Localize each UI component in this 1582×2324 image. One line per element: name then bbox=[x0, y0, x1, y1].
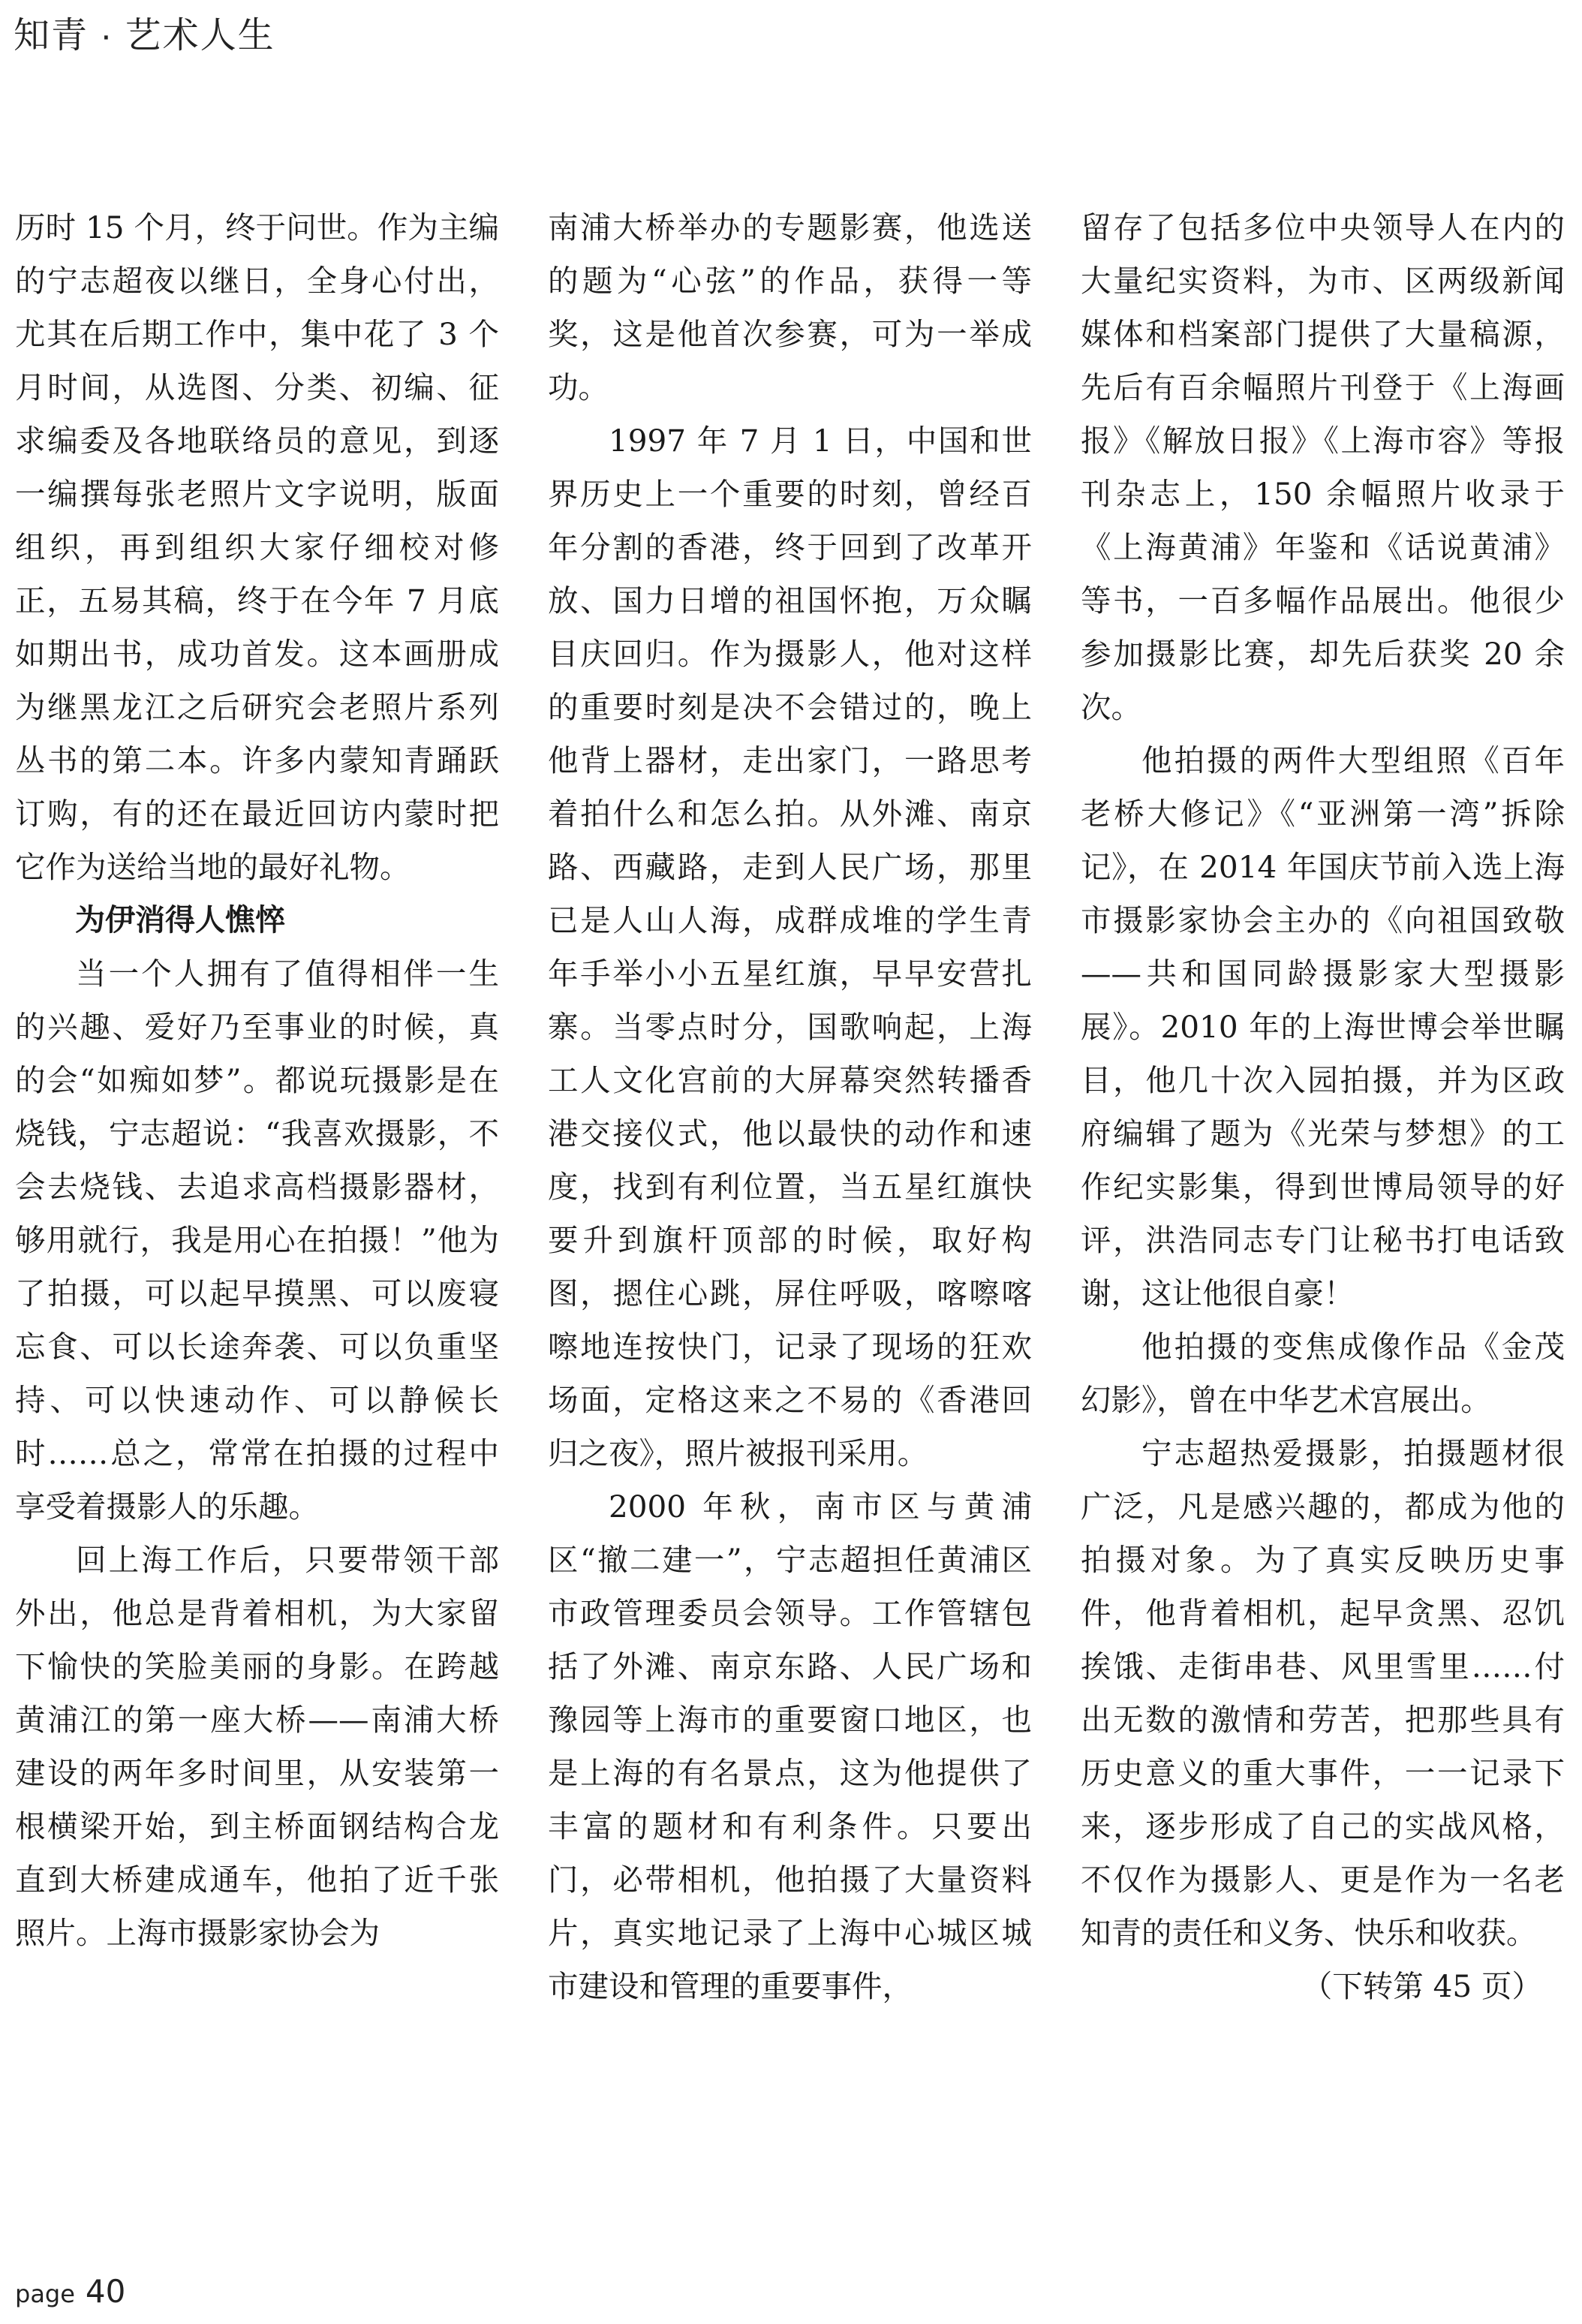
paragraph: 宁志超热爱摄影，拍摄题材很广泛，凡是感兴趣的，都成为他的拍摄对象。为了真实反映历史事件，他背着相机，起早贪黑、忍饥挨饿、走街串巷、风里雪里……付出无数的激情和劳苦，把那些具有历史意义的重大事件，一一记录下来，逐步形成了自己的实战风格，不仅作为摄影人、更是作为一名老知青的责任和义务、快乐和收获。 bbox=[1081, 1435, 1565, 1951]
paragraph: 他拍摄的变焦成像作品《金茂幻影》，曾在中华艺术宫展出。 bbox=[1081, 1329, 1565, 1418]
paragraph: 南浦大桥举办的专题影赛，他选送的题为“心弦”的作品，获得一等奖，这是他首次参赛，可为一举成功。 bbox=[548, 209, 1032, 405]
text-column-1 bbox=[15, 201, 499, 1960]
page-number: 40 bbox=[85, 2273, 126, 2310]
paragraph: 他拍摄的两件大型组照《百年老桥大修记》《“亚洲第一湾”拆除记》，在 2014 年国庆节前入选上海市摄影家协会主办的《向祖国致敬——共和国同龄摄影家大型摄影展》。2010 年的上海世博会举世瞩目，他几十次入园拍摄，并为区政府编辑了题为《光荣与梦想》的工作纪实影集，得到世博局领导的好评，洪浩同志专门让秘书打电话致谢，这让他很自豪！ bbox=[1081, 742, 1565, 1311]
paragraph: 2000 年秋，南市区与黄浦区“撤二建一”，宁志超担任黄浦区市政管理委员会领导。工作管辖包括了外滩、南京东路、人民广场和豫园等上海市的重要窗口地区，也是上海的有名景点，这为他提供了丰富的题材和有利条件。只要出门，必带相机，他拍摄了大量资料片，真实地记录了上海中心城区城市建设和管理的重要事件， bbox=[548, 1489, 1032, 2004]
paragraph: 回上海工作后，只要带领干部外出，他总是背着相机，为大家留下愉快的笑脸美丽的身影。在跨越黄浦江的第一座大桥——南浦大桥建设的两年多时间里，从安装第一根横梁开始，到主桥面钢结构合龙直到大桥建成通车，他拍了近千张照片。上海市摄影家协会为 bbox=[15, 1542, 499, 1951]
continued-note: （下转第 45 页） bbox=[1301, 1968, 1542, 2004]
paragraph: 当一个人拥有了值得相伴一生的兴趣、爱好乃至事业的时候，真的会“如痴如梦”。都说玩摄影是在烧钱，宁志超说：“我喜欢摄影，不会去烧钱、去追求高档摄影器材，够用就行，我是用心在拍摄！”他为了拍摄，可以起早摸黑、可以废寝忘食、可以长途奔袭、可以负重坚持、可以快速动作、可以静候长时……总之，常常在拍摄的过程中享受着摄影人的乐趣。 bbox=[15, 956, 499, 1525]
text-column-2 bbox=[548, 201, 1032, 2013]
page-footer bbox=[15, 2273, 125, 2310]
paragraph: 留存了包括多位中央领导人在内的大量纪实资料，为市、区两级新闻媒体和档案部门提供了大量稿源，先后有百余幅照片刊登于《上海画报》《解放日报》《上海市容》等报刊杂志上，150 余幅照片收录于《上海黄浦》年鉴和《话说黄浦》等书，一百多幅作品展出。他很少参加摄影比赛，却先后获奖 20 余次。 bbox=[1081, 209, 1565, 725]
text-column-3 bbox=[1081, 201, 1565, 2013]
paragraph: 1997 年 7 月 1 日，中国和世界历史上一个重要的时刻，曾经百年分割的香港，终于回到了改革开放、国力日增的祖国怀抱，万众瞩目庆回归。作为摄影人，他对这样的重要时刻是决不会错过的，晚上他背上器材，走出家门，一路思考着拍什么和怎么拍。从外滩、南京路、西藏路，走到人民广场，那里已是人山人海，成群成堆的学生青年手举小小五星红旗，早早安营扎寨。当零点时分，国歌响起，上海工人文化宫前的大屏幕突然转播香港交接仪式，他以最快的动作和速度，找到有利位置，当五星红旗快要升到旗杆顶部的时候，取好构图，摁住心跳，屏住呼吸，喀嚓喀嚓地连按快门，记录了现场的狂欢场面，定格这来之不易的《香港回归之夜》，照片被报刊采用。 bbox=[548, 423, 1032, 1471]
section-heading: 为伊消得人憔悴 bbox=[75, 903, 285, 938]
running-header: 知青 · 艺术人生 bbox=[14, 16, 275, 56]
paragraph: 历时 15 个月，终于问世。作为主编的宁志超夜以继日，全身心付出，尤其在后期工作中，集中花了 3 个月时间，从选图、分类、初编、征求编委及各地联络员的意见，到逐一编撰每张老照片文字说明，版面组织，再到组织大家仔细校对修正，五易其稿，终于在今年 7 月底如期出书，成功首发。这本画册成为继黑龙江之后研究会老照片系列丛书的第二本。许多内蒙知青踊跃订购，有的还在最近回访内蒙时把它作为送给当地的最好礼物。 bbox=[15, 209, 499, 885]
page-label: page bbox=[15, 2280, 75, 2308]
